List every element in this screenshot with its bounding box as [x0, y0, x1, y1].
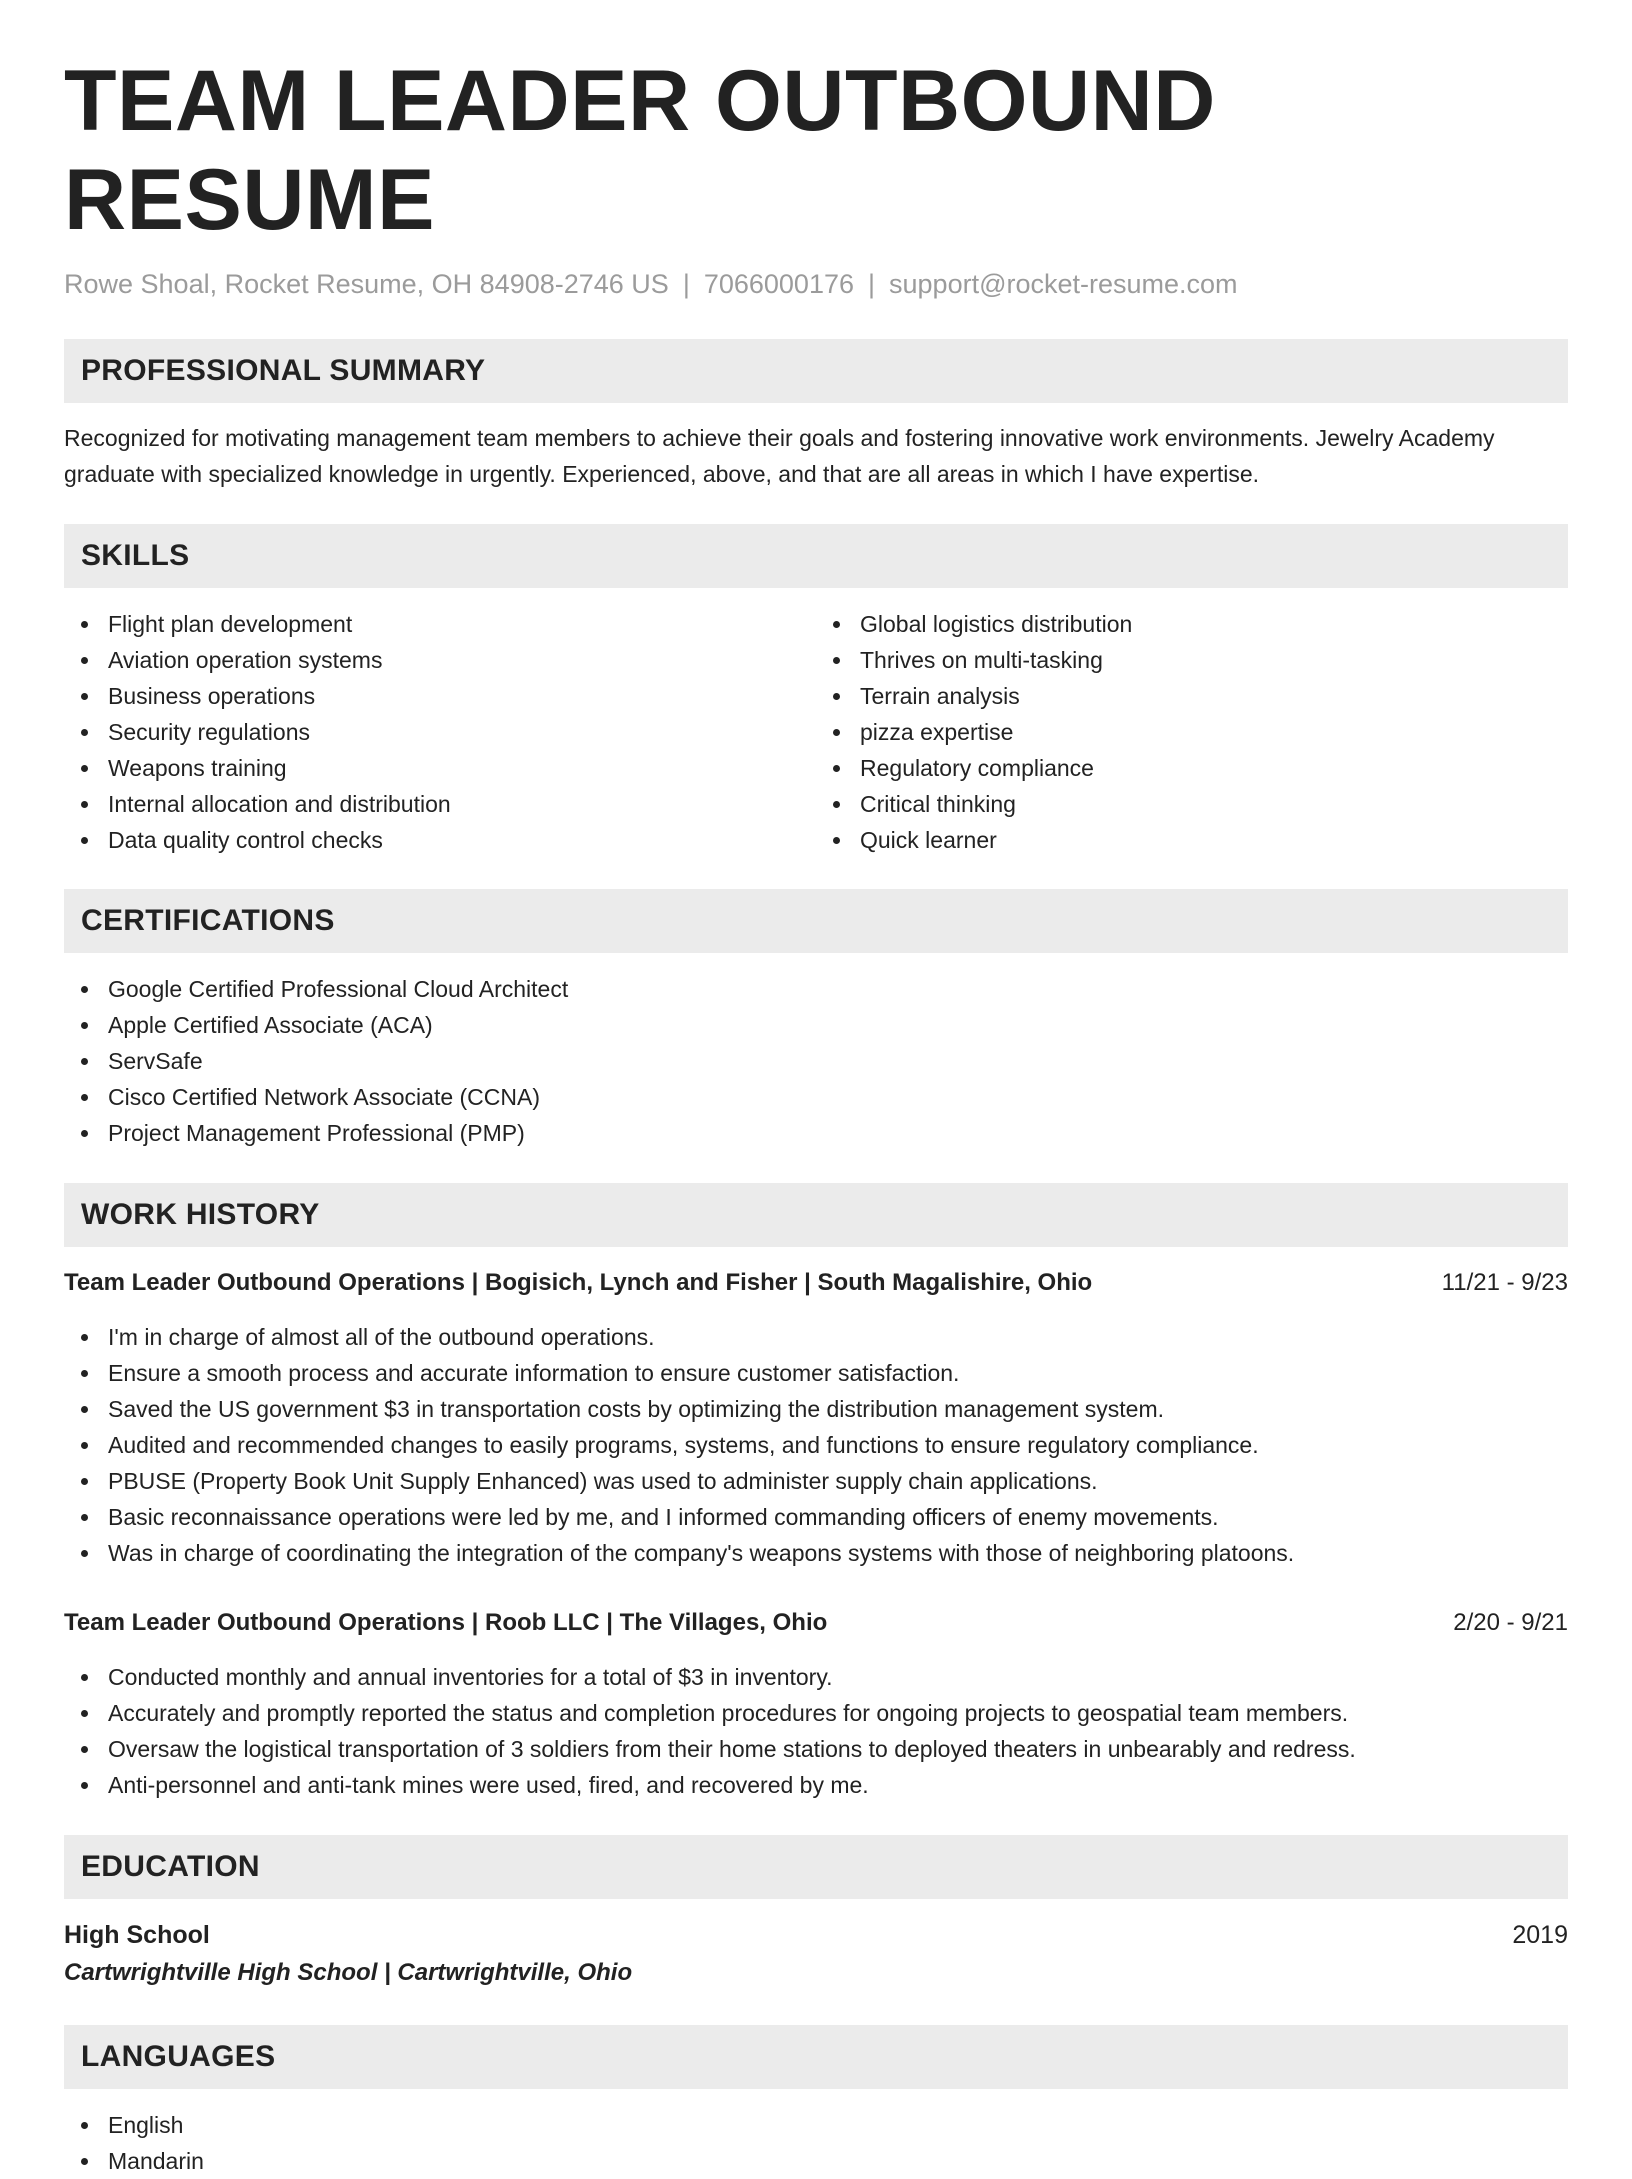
job-bullets: [64, 1319, 1568, 1571]
education-degree: High School: [64, 1921, 210, 1950]
job-bullet: Oversaw the logistical transportation of 3 soldiers from their home stations to deployed theaters in unbearably and redress.: [108, 1731, 1568, 1767]
language-item: English: [108, 2107, 1568, 2143]
summary-section-header: [64, 339, 1568, 403]
skills-list-left: [64, 606, 816, 858]
job-bullet: Was in charge of coordinating the integration of the company's weapons systems with those of neighboring platoons.: [108, 1535, 1568, 1571]
skill-item: Data quality control checks: [108, 822, 816, 858]
certification-item: Project Management Professional (PMP): [108, 1115, 1568, 1151]
skill-item: Internal allocation and distribution: [108, 786, 816, 822]
skills-heading: SKILLS: [81, 539, 190, 573]
work-heading: WORK HISTORY: [81, 1198, 320, 1232]
job-bullet: Conducted monthly and annual inventories for a total of $3 in inventory.: [108, 1659, 1568, 1695]
work-section-header: [64, 1183, 1568, 1247]
job-dates: 11/21 - 9/23: [1441, 1269, 1568, 1297]
job-bullet: Saved the US government $3 in transportation costs by optimizing the distribution management system.: [108, 1391, 1568, 1427]
skill-item: Regulatory compliance: [860, 750, 1568, 786]
certifications-section-header: [64, 889, 1568, 953]
job-bullet: Ensure a smooth process and accurate information to ensure customer satisfaction.: [108, 1355, 1568, 1391]
job-title: Team Leader Outbound Operations | Roob LLC | The Villages, Ohio: [64, 1609, 828, 1637]
contact-email[interactable]: support@rocket-resume.com: [889, 268, 1238, 299]
languages-list: [64, 2107, 1568, 2179]
contact-separator: |: [868, 268, 876, 299]
job-title: Team Leader Outbound Operations | Bogisich, Lynch and Fisher | South Magalishire, Ohio: [64, 1269, 1093, 1297]
skill-item: Weapons training: [108, 750, 816, 786]
languages-heading: LANGUAGES: [81, 2040, 276, 2074]
skill-item: pizza expertise: [860, 714, 1568, 750]
skill-item: Security regulations: [108, 714, 816, 750]
contact-separator: |: [682, 268, 690, 299]
skill-item: Thrives on multi-tasking: [860, 642, 1568, 678]
job-header: [64, 1605, 1568, 1641]
job-dates: 2/20 - 9/21: [1453, 1609, 1568, 1637]
skill-item: Global logistics distribution: [860, 606, 1568, 642]
skill-item: Terrain analysis: [860, 678, 1568, 714]
education-heading: EDUCATION: [81, 1850, 260, 1884]
certifications-heading: CERTIFICATIONS: [81, 904, 335, 938]
job-bullet: Audited and recommended changes to easily programs, systems, and functions to ensure regulatory compliance.: [108, 1427, 1568, 1463]
skills-grid: [64, 588, 1568, 858]
job-bullets: [64, 1659, 1568, 1803]
education-header: [64, 1917, 1568, 1953]
certification-item: Cisco Certified Network Associate (CCNA): [108, 1079, 1568, 1115]
skill-item: Aviation operation systems: [108, 642, 816, 678]
job-bullet: Accurately and promptly reported the status and completion procedures for ongoing projects to geospatial team members.: [108, 1695, 1568, 1731]
job-header: [64, 1265, 1568, 1301]
education-year: 2019: [1512, 1921, 1568, 1950]
skill-item: Flight plan development: [108, 606, 816, 642]
languages-section-header: [64, 2025, 1568, 2089]
certification-item: ServSafe: [108, 1043, 1568, 1079]
skills-section-header: [64, 524, 1568, 588]
contact-address: Rowe Shoal, Rocket Resume, OH 84908-2746 US: [64, 268, 669, 299]
job-bullet: Basic reconnaissance operations were led by me, and I informed commanding officers of enemy movements.: [108, 1499, 1568, 1535]
resume-title: TEAM LEADER OUTBOUND RESUME: [64, 53, 1216, 248]
education-section-header: [64, 1835, 1568, 1899]
education-school: Cartwrightville High School | Cartwrightville, Ohio: [64, 1959, 633, 1987]
certification-item: Apple Certified Associate (ACA): [108, 1007, 1568, 1043]
language-item: Mandarin: [108, 2143, 1568, 2179]
job-bullet: Anti-personnel and anti-tank mines were used, fired, and recovered by me.: [108, 1767, 1568, 1803]
contact-phone: 7066000176: [703, 268, 854, 299]
skill-item: Critical thinking: [860, 786, 1568, 822]
contact-line: [64, 268, 1568, 300]
skill-item: Quick learner: [860, 822, 1568, 858]
skills-list-right: [816, 606, 1568, 858]
job-bullet: I'm in charge of almost all of the outbound operations.: [108, 1319, 1568, 1355]
summary-text: Recognized for motivating management team members to achieve their goals and fostering innovative work environments. Jewelry Academy graduate with specialized knowledge in urgently. Experienced, above, and that are all areas in which I have expertise.: [64, 425, 1495, 488]
job-bullet: PBUSE (Property Book Unit Supply Enhanced) was used to administer supply chain applications.: [108, 1463, 1568, 1499]
certifications-list: [64, 971, 1568, 1151]
summary-heading: PROFESSIONAL SUMMARY: [81, 354, 486, 388]
skill-item: Business operations: [108, 678, 816, 714]
certification-item: Google Certified Professional Cloud Architect: [108, 971, 1568, 1007]
